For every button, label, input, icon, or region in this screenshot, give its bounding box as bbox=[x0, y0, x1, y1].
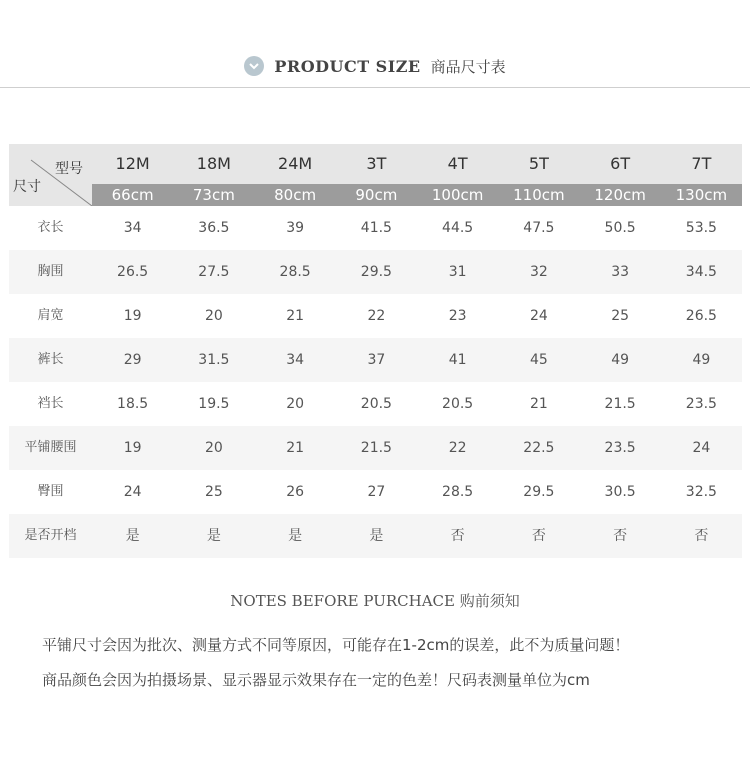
row-label: 裤长 bbox=[37, 352, 64, 367]
table-cell: 18.5 bbox=[117, 396, 149, 412]
table-row bbox=[9, 514, 742, 558]
table-cell: 24 bbox=[529, 308, 548, 324]
size-header-cell: 5T bbox=[528, 154, 549, 173]
height-header-cell: 120cm bbox=[594, 186, 646, 204]
row-label: 胸围 bbox=[37, 264, 64, 279]
table-cell: 41.5 bbox=[360, 220, 392, 236]
table-cell: 30.5 bbox=[604, 484, 636, 500]
table-cell: 34 bbox=[286, 352, 305, 368]
table-cell: 29 bbox=[123, 352, 142, 368]
table-cell: 19 bbox=[123, 440, 142, 456]
table-cell: 37 bbox=[367, 352, 386, 368]
size-header-cell: 12M bbox=[115, 154, 150, 173]
table-cell: 21 bbox=[286, 440, 305, 456]
table-cell: 19 bbox=[123, 308, 142, 324]
table-cell: 26 bbox=[286, 484, 305, 500]
table-cell: 是 bbox=[206, 528, 221, 544]
table-cell: 22 bbox=[367, 308, 386, 324]
table-cell: 20.5 bbox=[442, 396, 474, 412]
table-cell: 23 bbox=[448, 308, 467, 324]
table-cell: 32.5 bbox=[685, 484, 717, 500]
table-cell: 23.5 bbox=[604, 440, 636, 456]
table-cell: 25 bbox=[611, 308, 630, 324]
table-cell: 41 bbox=[448, 352, 467, 368]
table-cell: 25 bbox=[204, 484, 223, 500]
table-cell: 29.5 bbox=[523, 484, 555, 500]
size-header-row bbox=[9, 144, 742, 184]
table-cell: 31 bbox=[448, 264, 467, 280]
header-title-group bbox=[244, 56, 505, 77]
table-cell: 是 bbox=[288, 528, 303, 544]
table-cell: 22.5 bbox=[523, 440, 555, 456]
table-cell: 47.5 bbox=[523, 220, 555, 236]
table-cell: 21.5 bbox=[604, 396, 636, 412]
table-cell: 29.5 bbox=[360, 264, 392, 280]
header-divider bbox=[0, 87, 750, 88]
height-header-cell: 80cm bbox=[274, 186, 317, 204]
table-cell: 32 bbox=[529, 264, 548, 280]
table-cell: 36.5 bbox=[198, 220, 230, 236]
height-header-cell: 110cm bbox=[513, 186, 565, 204]
note-line-2: 商品颜色会因为拍摄场景、显示器显示效果存在一定的色差！尺码表测量单位为cm bbox=[42, 671, 590, 689]
size-table bbox=[9, 144, 742, 558]
table-cell: 26.5 bbox=[117, 264, 149, 280]
size-header-cell: 7T bbox=[691, 154, 712, 173]
table-cell: 否 bbox=[613, 528, 628, 544]
height-header-row bbox=[9, 184, 742, 206]
table-row bbox=[9, 470, 742, 514]
title-chinese: 商品尺寸表 bbox=[430, 57, 506, 76]
height-header-cell: 66cm bbox=[111, 186, 154, 204]
table-row bbox=[9, 426, 742, 470]
table-cell: 45 bbox=[529, 352, 548, 368]
size-header-cell: 18M bbox=[196, 154, 231, 173]
size-header-cell: 24M bbox=[278, 154, 313, 173]
table-cell: 是 bbox=[125, 528, 140, 544]
corner-label-model: 型号 bbox=[55, 161, 83, 177]
table-cell: 20 bbox=[286, 396, 305, 412]
table-cell: 26.5 bbox=[685, 308, 717, 324]
table-cell: 是 bbox=[369, 528, 384, 544]
title-english: PRODUCT SIZE bbox=[274, 56, 421, 76]
corner-label-size: 尺寸 bbox=[13, 179, 41, 195]
row-label: 是否开档 bbox=[24, 528, 77, 543]
table-cell: 34 bbox=[123, 220, 142, 236]
notes-title: NOTES BEFORE PURCHACE 购前须知 bbox=[230, 592, 520, 610]
table-cell: 49 bbox=[692, 352, 711, 368]
table-row bbox=[9, 294, 742, 338]
table-cell: 27.5 bbox=[198, 264, 230, 280]
row-label: 臀围 bbox=[37, 484, 64, 499]
row-label: 衣长 bbox=[37, 220, 64, 235]
row-label: 裆长 bbox=[37, 396, 64, 411]
height-header-cell: 90cm bbox=[355, 186, 398, 204]
table-cell: 28.5 bbox=[442, 484, 474, 500]
table-cell: 24 bbox=[123, 484, 142, 500]
size-header-cell: 3T bbox=[366, 154, 387, 173]
table-cell: 否 bbox=[694, 528, 709, 544]
table-cell: 23.5 bbox=[685, 396, 717, 412]
table-cell: 31.5 bbox=[198, 352, 230, 368]
table-cell: 24 bbox=[692, 440, 711, 456]
chevron-down-icon bbox=[244, 56, 264, 76]
table-row bbox=[9, 206, 742, 250]
height-header-cell: 73cm bbox=[192, 186, 235, 204]
table-cell: 否 bbox=[450, 528, 465, 544]
table-row bbox=[9, 250, 742, 294]
table-cell: 50.5 bbox=[604, 220, 636, 236]
table-cell: 否 bbox=[531, 528, 546, 544]
table-corner-cell bbox=[9, 144, 92, 206]
table-cell: 44.5 bbox=[442, 220, 474, 236]
row-label: 肩宽 bbox=[37, 308, 64, 323]
table-cell: 20 bbox=[204, 440, 223, 456]
table-cell: 34.5 bbox=[685, 264, 717, 280]
size-header-cell: 6T bbox=[610, 154, 631, 173]
page-header bbox=[0, 44, 750, 88]
table-row bbox=[9, 382, 742, 426]
size-header-cell: 4T bbox=[447, 154, 468, 173]
table-cell: 20.5 bbox=[360, 396, 392, 412]
height-header-cell: 130cm bbox=[675, 186, 728, 204]
table-cell: 19.5 bbox=[198, 396, 230, 412]
row-label: 平铺腰围 bbox=[24, 440, 77, 455]
height-header-cell: 100cm bbox=[431, 186, 484, 204]
table-cell: 33 bbox=[611, 264, 630, 280]
table-cell: 22 bbox=[448, 440, 467, 456]
table-cell: 53.5 bbox=[685, 220, 717, 236]
table-cell: 39 bbox=[286, 220, 305, 236]
table-row bbox=[9, 338, 742, 382]
table-cell: 27 bbox=[367, 484, 386, 500]
table-cell: 21 bbox=[529, 396, 548, 412]
table-cell: 49 bbox=[611, 352, 630, 368]
table-cell: 28.5 bbox=[279, 264, 311, 280]
table-cell: 20 bbox=[204, 308, 223, 324]
note-line-1: 平铺尺寸会因为批次、测量方式不同等原因，可能存在1-2cm的误差，此不为质量问题！ bbox=[42, 636, 630, 654]
table-cell: 21.5 bbox=[360, 440, 392, 456]
table-cell: 21 bbox=[286, 308, 305, 324]
